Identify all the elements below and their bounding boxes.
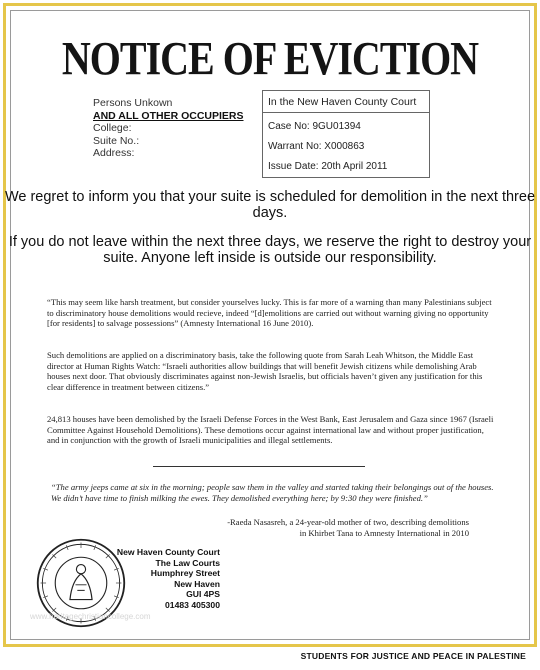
paragraph-warning: “This may seem like harsh treatment, but consider yourselves lucky. This is far more of a warning than many Palestinians subject to discriminatory house demolitions would recieve, indeed “[d]emolitions are carried out without warning giving no opportunity [for residents] to salvage possessions” (Amnesty International 16 June 2010). (47, 297, 492, 329)
watermark: www.heritagechristiancollege.com (30, 612, 151, 621)
footer-organization: STUDENTS FOR JUSTICE AND PEACE IN PALESTINE (300, 651, 526, 661)
address-line: The Law Courts (155, 557, 220, 568)
case-number: Case No: 9GU01394 (268, 121, 361, 132)
address-line: New Haven (174, 578, 220, 589)
issue-date: Issue Date: 20th April 2011 (268, 161, 388, 172)
recipient-block (93, 97, 244, 160)
testimony-quote: “The army jeeps came at six in the morning; people saw them in the valley and started taking their belongings out of the houses. We didn’t have time to finish milking the ewes. They demolished everything here; by 9:30 they were finished.” (51, 482, 494, 503)
court-address (110, 547, 220, 610)
college-label: College: (93, 122, 132, 134)
suite-label: Suite No.: (93, 134, 140, 147)
address-line: New Haven County Court (116, 547, 220, 557)
recipient-line: Persons Unkown (93, 97, 173, 109)
court-info-box (262, 90, 430, 178)
paragraph-hrw-quote: Such demolitions are applied on a discriminatory basis, take the following quote from Sarah Leah Whitson, the Middle East director at Human Rights Watch: “Israeli authorities allow buildings that will benefit Jewish citizens while demolishing Arab houses next door. That obviously discriminates against non-Jewish Israelis, but officials haven’t given any justification for this clear difference in treatment between citizens.” (47, 350, 483, 392)
recipient-occupiers: AND ALL OTHER OCCUPIERS (93, 109, 244, 122)
headline-warning: If you do not leave within the next three days, we reserve the right to destroy your suite. Anyone left inside is outside our responsibility. (8, 234, 532, 266)
address-line: GUI 4PS (186, 589, 220, 599)
attribution-line: -Raeda Nasasreh, a 24-year-old mother of two, describing demolitions (227, 517, 469, 527)
paragraph-statistics: 24,813 houses have been demolished by the Israeli Defense Forces in the West Bank, East Jerusalem and Gaza since 1967 (Israeli Committee Against Household Demolitions). These demotions occur against international law and without proper justification, and in conjunction with the growth of Israeli municipalities and illegal settlements. (47, 414, 494, 446)
court-header: In the New Haven County Court (263, 91, 429, 113)
divider-line (153, 466, 365, 467)
quote-attribution (200, 517, 469, 539)
headline-demolition: We regret to inform you that your suite is scheduled for demolition in the next three days. (4, 189, 536, 221)
attribution-line: in Khirbet Tana to Amnesty International in 2010 (299, 527, 469, 538)
address-line: Humphrey Street (150, 568, 220, 578)
address-label: Address: (93, 147, 135, 159)
address-line: 01483 405300 (165, 599, 220, 610)
page-title: NOTICE OF EVICTION (61, 31, 479, 86)
warrant-number: Warrant No: X000863 (268, 141, 365, 152)
